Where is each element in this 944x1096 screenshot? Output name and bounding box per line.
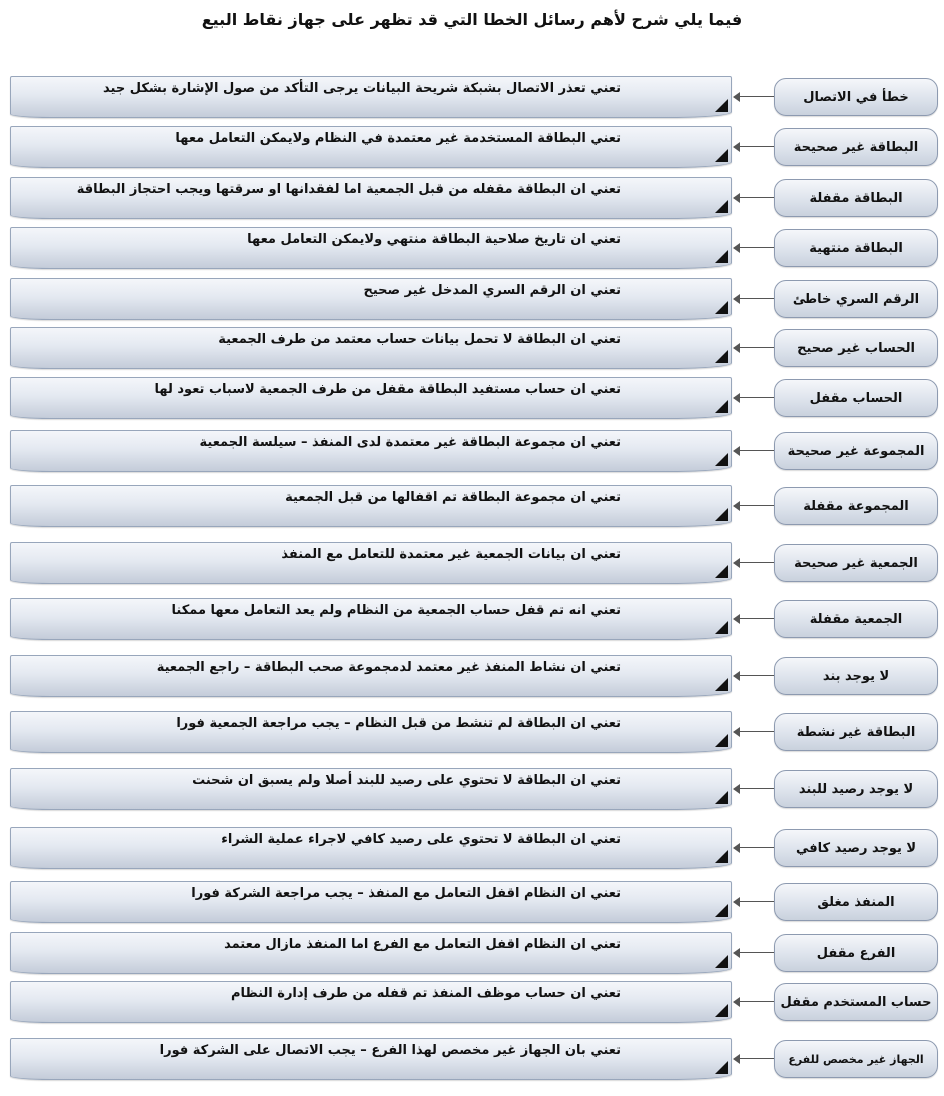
- error-label: الحساب غير صحيح: [774, 329, 938, 367]
- connector-line: [738, 731, 774, 732]
- connector-line: [738, 788, 774, 789]
- description-text: تعني ان البطاقة مقفله من قبل الجمعية اما لفقدانها او سرقتها ويجب احتجاز البطاقة: [76, 182, 621, 197]
- arrow-left-icon: [733, 142, 740, 152]
- connector-line: [738, 146, 774, 147]
- corner-triangle-icon: [715, 149, 728, 162]
- corner-triangle-icon: [715, 1061, 728, 1074]
- error-label: خطأ في الاتصال: [774, 78, 938, 116]
- corner-triangle-icon: [715, 508, 728, 521]
- error-label: الحساب مقفل: [774, 379, 938, 417]
- page-title: فيما يلي شرح لأهم رسائل الخطا التي قد تظهر على جهاز نقاط البيع: [201, 10, 743, 29]
- description-text: تعني ان البطاقة لا تحتوي على رصيد كافي لاجراء عملية الشراء: [221, 832, 621, 847]
- corner-triangle-icon: [715, 1004, 728, 1017]
- connector-line: [738, 450, 774, 451]
- description-text: تعني ان نشاط المنفذ غير معتمد لدمجموعة صحب البطاقة – راجع الجمعية: [156, 660, 621, 675]
- description-box: [10, 126, 732, 168]
- arrow-left-icon: [733, 393, 740, 403]
- error-label: البطاقة غير نشطة: [774, 713, 938, 751]
- arrow-left-icon: [733, 897, 740, 907]
- corner-triangle-icon: [715, 850, 728, 863]
- description-box: [10, 655, 732, 697]
- connector-line: [738, 197, 774, 198]
- description-box: [10, 827, 732, 869]
- corner-triangle-icon: [715, 400, 728, 413]
- arrow-left-icon: [733, 727, 740, 737]
- connector-line: [738, 247, 774, 248]
- description-box: [10, 377, 732, 419]
- error-label: حساب المستخدم مقفل: [774, 983, 938, 1021]
- connector-line: [738, 901, 774, 902]
- error-label: لا يوجد رصيد للبند: [774, 770, 938, 808]
- error-label: البطاقة مقفلة: [774, 179, 938, 217]
- description-text: تعني ان مجموعة البطاقة تم اقفالها من قبل الجمعية: [285, 490, 621, 505]
- description-text: تعني ان حساب موظف المنفذ تم قفله من طرف إدارة النظام: [231, 986, 621, 1001]
- arrow-left-icon: [733, 843, 740, 853]
- error-label: الجمعية مقفلة: [774, 600, 938, 638]
- description-text: تعني ان البطاقة لا تحتوي على رصيد للبند أصلا ولم يسبق ان شحنت: [192, 773, 621, 788]
- description-box: [10, 932, 732, 974]
- error-label: الفرع مقفل: [774, 934, 938, 972]
- description-box: [10, 881, 732, 923]
- description-box: [10, 981, 732, 1023]
- description-text: تعني انه تم قفل حساب الجمعية من النظام ولم يعد التعامل معها ممكنا: [171, 603, 621, 618]
- corner-triangle-icon: [715, 791, 728, 804]
- arrow-left-icon: [733, 294, 740, 304]
- error-label: البطاقة غير صحيحة: [774, 128, 938, 166]
- description-text: تعني البطاقة المستخدمة غير معتمدة في النظام ولايمكن التعامل معها: [175, 131, 621, 146]
- connector-line: [738, 96, 774, 97]
- corner-triangle-icon: [715, 301, 728, 314]
- error-label: لا يوجد رصيد كافي: [774, 829, 938, 867]
- description-box: [10, 485, 732, 527]
- corner-triangle-icon: [715, 955, 728, 968]
- description-text: تعني ان النظام اقفل التعامل مع المنفذ – يجب مراجعة الشركة فورا: [191, 886, 621, 901]
- corner-triangle-icon: [715, 350, 728, 363]
- description-box: [10, 1038, 732, 1080]
- description-box: [10, 76, 732, 118]
- description-box: [10, 227, 732, 269]
- description-text: تعني تعذر الاتصال بشبكة شريحة البيانات يرجى التأكد من صول الإشارة بشكل جيد: [103, 81, 621, 96]
- arrow-left-icon: [733, 243, 740, 253]
- description-text: تعني ان مجموعة البطاقة غير معتمدة لدى المنفذ – سيلسة الجمعية: [199, 435, 621, 450]
- arrow-left-icon: [733, 1054, 740, 1064]
- error-label: المجموعة غير صحيحة: [774, 432, 938, 470]
- corner-triangle-icon: [715, 734, 728, 747]
- description-text: تعني ان النظام اقفل التعامل مع الفرع اما المنفذ مازال معتمد: [224, 937, 621, 952]
- connector-line: [738, 847, 774, 848]
- error-label: الجمعية غير صحيحة: [774, 544, 938, 582]
- description-box: [10, 278, 732, 320]
- description-text: تعني ان البطاقة لا تحمل بيانات حساب معتمد من طرف الجمعية: [218, 332, 621, 347]
- description-text: تعني ان تاريخ صلاحية البطاقة منتهي ولايمكن التعامل معها: [247, 232, 621, 247]
- connector-line: [738, 298, 774, 299]
- description-text: تعني ان بيانات الجمعية غير معتمدة للتعامل مع المنفذ: [281, 547, 621, 562]
- corner-triangle-icon: [715, 99, 728, 112]
- error-label: البطاقة منتهية: [774, 229, 938, 267]
- error-label: الجهاز غير مخصص للفرع: [774, 1040, 938, 1078]
- connector-line: [738, 1001, 774, 1002]
- connector-line: [738, 562, 774, 563]
- connector-line: [738, 952, 774, 953]
- connector-line: [738, 505, 774, 506]
- arrow-left-icon: [733, 92, 740, 102]
- corner-triangle-icon: [715, 453, 728, 466]
- description-box: [10, 430, 732, 472]
- description-text: تعني ان حساب مستفيد البطاقة مقفل من طرف الجمعية لاسباب تعود لها: [154, 382, 621, 397]
- arrow-left-icon: [733, 614, 740, 624]
- error-label: المجموعة مقفلة: [774, 487, 938, 525]
- connector-line: [738, 347, 774, 348]
- description-box: [10, 711, 732, 753]
- arrow-left-icon: [733, 948, 740, 958]
- connector-line: [738, 1058, 774, 1059]
- corner-triangle-icon: [715, 565, 728, 578]
- description-box: [10, 542, 732, 584]
- arrow-left-icon: [733, 193, 740, 203]
- description-box: [10, 768, 732, 810]
- arrow-left-icon: [733, 997, 740, 1007]
- corner-triangle-icon: [715, 200, 728, 213]
- description-box: [10, 177, 732, 219]
- arrow-left-icon: [733, 671, 740, 681]
- description-text: تعني ان البطاقة لم تنشط من قبل النظام – يجب مراجعة الجمعية فورا: [176, 716, 621, 731]
- corner-triangle-icon: [715, 904, 728, 917]
- arrow-left-icon: [733, 446, 740, 456]
- corner-triangle-icon: [715, 678, 728, 691]
- connector-line: [738, 618, 774, 619]
- connector-line: [738, 675, 774, 676]
- error-label: الرقم السري خاطئ: [774, 280, 938, 318]
- arrow-left-icon: [733, 343, 740, 353]
- description-box: [10, 598, 732, 640]
- corner-triangle-icon: [715, 250, 728, 263]
- arrow-left-icon: [733, 501, 740, 511]
- connector-line: [738, 397, 774, 398]
- error-label: المنفذ مغلق: [774, 883, 938, 921]
- arrow-left-icon: [733, 558, 740, 568]
- description-text: تعني بان الجهاز غير مخصص لهذا الفرع – يجب الاتصال على الشركة فورا: [159, 1043, 621, 1058]
- arrow-left-icon: [733, 784, 740, 794]
- corner-triangle-icon: [715, 621, 728, 634]
- error-label: لا يوجد بند: [774, 657, 938, 695]
- description-text: تعني ان الرقم السري المدخل غير صحيح: [363, 283, 621, 298]
- description-box: [10, 327, 732, 369]
